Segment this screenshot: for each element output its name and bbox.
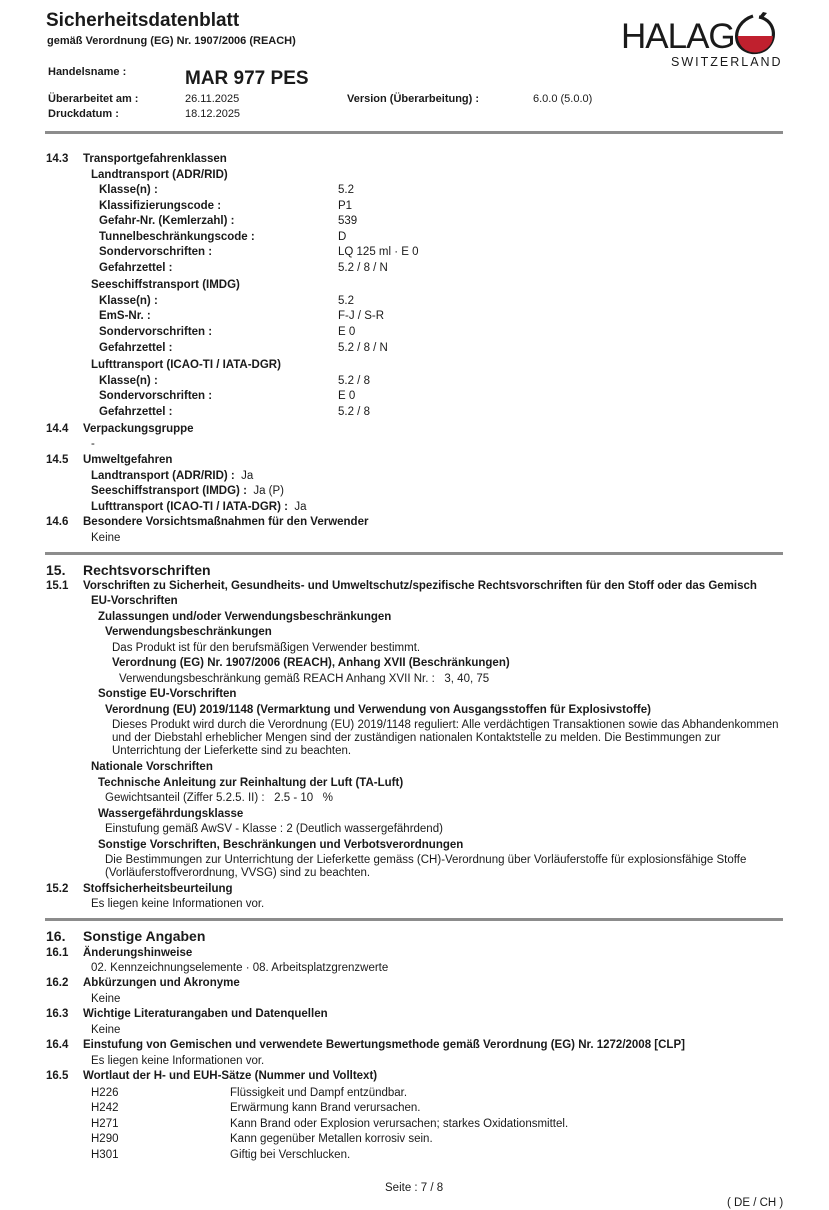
field-label: Klasse(n) : (99, 375, 158, 387)
header-divider (45, 131, 783, 134)
subsection-heading: Technische Anleitung zur Reinhaltung der Luft (TA-Luft) (98, 777, 404, 789)
language-code: ( DE / CH ) (727, 1197, 784, 1209)
section-heading: Besondere Vorsichtsmaßnahmen für den Verwender (83, 516, 369, 528)
field-label: Klasse(n) : (99, 184, 158, 196)
field-label: Verwendungsbeschränkung gemäß REACH Anhang XVII Nr. : (119, 673, 435, 685)
field-label: Seeschiffstransport (IMDG) : (91, 485, 247, 497)
field-value: 5.2 / 8 (338, 375, 370, 387)
field-label: EmS-Nr. : (99, 310, 151, 322)
subsection-heading: Verordnung (EU) 2019/1148 (Vermarktung und Verwendung von Ausgangsstoffen für Explosivstoffe) (105, 704, 651, 716)
reach-row (119, 673, 489, 685)
subsection-heading: EU-Vorschriften (91, 595, 178, 607)
field-value: Ja (241, 470, 254, 482)
logo-wordmark: HALAG (621, 17, 735, 56)
field-label: Sondervorschriften : (99, 326, 213, 338)
text-line: Einstufung gemäß AwSV - Klasse : 2 (Deutlich wassergefährdend) (105, 823, 443, 835)
subsection-heading: Zulassungen und/oder Verwendungsbeschränkungen (98, 611, 392, 623)
field-value: 5.2 / 8 (338, 406, 370, 418)
page-number: Seite : 7 / 8 (385, 1182, 444, 1194)
section-value: 02. Kennzeichnungselemente · 08. Arbeitsplatzgrenzwerte (91, 962, 389, 974)
h-text: Kann gegenüber Metallen korrosiv sein. (230, 1133, 433, 1145)
field-value: 539 (338, 215, 358, 227)
revised-date: 26.11.2025 (185, 93, 240, 105)
h-text: Erwärmung kann Brand verursachen. (230, 1102, 421, 1114)
taluft-row (105, 792, 333, 804)
field-value: 2.5 - 10 (274, 792, 314, 804)
section-value: - (91, 438, 95, 450)
version-value: 6.0.0 (5.0.0) (533, 93, 593, 105)
text-line: Das Produkt ist für den berufsmäßigen Verwender bestimmt. (112, 642, 421, 654)
h-text: Flüssigkeit und Dampf entzündbar. (230, 1087, 408, 1099)
subsection-heading: Nationale Vorschriften (91, 761, 213, 773)
section-heading: Abkürzungen und Akronyme (83, 977, 240, 989)
paragraph: Dieses Produkt wird durch die Verordnung (EU) 2019/1148 reguliert: Alle verdächtigen Transaktionen sowie das Abhandenkommen und der Diebstahl erheblicher Mengen sind der zuständigen nationalen Kontaktstelle zu melden. Die Bestimmungen zur Unterrichtung der Lieferkette sind zu beachten. (112, 719, 779, 757)
field-unit: % (322, 792, 333, 804)
subsection-heading: Sonstige EU-Vorschriften (98, 688, 237, 700)
section-value: Keine (91, 532, 121, 544)
field-label: Gefahrzettel : (99, 262, 173, 274)
field-value: 5.2 / 8 / N (338, 342, 388, 354)
subsection-heading: Seeschiffstransport (IMDG) (91, 279, 240, 291)
paragraph: Die Bestimmungen zur Unterrichtung der Lieferkette gemäss (CH)-Verordnung über Vorläuferstoffe für explosionsfähige Stoffe (Vorläuferstoffverordnung, VVSG) sind zu beachten. (105, 854, 747, 879)
field-value: Ja (P) (253, 485, 284, 497)
trade-name: MAR 977 PES (185, 68, 309, 89)
section-heading: Einstufung von Gemischen und verwendete Bewertungsmethode gemäß Verordnung (EG) Nr. 1272/2008 [CLP] (83, 1039, 685, 1051)
logo-flask-icon (729, 10, 779, 56)
h-text: Giftig bei Verschlucken. (230, 1149, 351, 1161)
logo-subtext: SWITZERLAND (671, 55, 783, 69)
field-label: Gewichtsanteil (Ziffer 5.2.5. II) : (105, 792, 265, 804)
chapter-title: Rechtsvorschriften (83, 562, 211, 578)
field-value: Ja (294, 501, 307, 513)
section-num: 16.1 (46, 947, 69, 959)
h-text: Kann Brand oder Explosion verursachen; starkes Oxidationsmittel. (230, 1118, 569, 1130)
section-num: 15.2 (46, 883, 69, 895)
section-value: Es liegen keine Informationen vor. (91, 1055, 265, 1067)
field-value: 3, 40, 75 (444, 673, 490, 685)
env-row (91, 485, 284, 497)
chapter-num: 15. (46, 562, 66, 578)
field-label: Klasse(n) : (99, 295, 158, 307)
revised-label: Überarbeitet am : (48, 93, 139, 105)
section-divider (45, 552, 783, 555)
section-num: 14.6 (46, 516, 69, 528)
field-value: LQ 125 ml · E 0 (338, 246, 419, 258)
field-label: Landtransport (ADR/RID) : (91, 470, 235, 482)
field-label: Gefahrzettel : (99, 342, 173, 354)
print-date: 18.12.2025 (185, 108, 241, 120)
field-label: Gefahr-Nr. (Kemlerzahl) : (99, 215, 235, 227)
field-value: E 0 (338, 326, 356, 338)
field-value: 5.2 (338, 184, 354, 196)
h-code: H301 (91, 1149, 119, 1161)
field-label: Gefahrzettel : (99, 406, 173, 418)
chapter-num: 16. (46, 928, 66, 944)
section-heading: Änderungshinweise (83, 947, 193, 959)
field-label: Tunnelbeschränkungscode : (99, 231, 255, 243)
section-num: 14.3 (46, 153, 69, 165)
section-divider (45, 918, 783, 921)
version-label: Version (Überarbeitung) : (347, 93, 480, 105)
h-code: H226 (91, 1087, 119, 1099)
field-label: Sondervorschriften : (99, 246, 213, 258)
field-label: Sondervorschriften : (99, 390, 213, 402)
section-heading: Umweltgefahren (83, 454, 173, 466)
subsection-heading: Wassergefährdungsklasse (98, 808, 244, 820)
section-value: Keine (91, 993, 121, 1005)
section-heading: Verpackungsgruppe (83, 423, 194, 435)
section-num: 15.1 (46, 580, 69, 592)
env-row (91, 470, 253, 482)
halag-logo (617, 8, 783, 74)
field-value: P1 (338, 200, 353, 212)
section-num: 16.2 (46, 977, 69, 989)
section-num: 16.5 (46, 1070, 69, 1082)
field-value: F-J / S-R (338, 310, 384, 322)
env-row (91, 501, 307, 513)
field-label: Klassifizierungscode : (99, 200, 222, 212)
h-code: H242 (91, 1102, 119, 1114)
section-value: Keine (91, 1024, 121, 1036)
document-title: Sicherheitsdatenblatt (46, 10, 240, 31)
document-subtitle: gemäß Verordnung (EG) Nr. 1907/2006 (REACH) (47, 35, 296, 47)
field-label: Lufttransport (ICAO-TI / IATA-DGR) : (91, 501, 288, 513)
subsection-heading: Lufttransport (ICAO-TI / IATA-DGR) (91, 359, 281, 371)
section-num: 14.5 (46, 454, 69, 466)
h-code: H271 (91, 1118, 119, 1130)
field-value: 5.2 / 8 / N (338, 262, 388, 274)
section-value: Es liegen keine Informationen vor. (91, 898, 265, 910)
h-code: H290 (91, 1133, 119, 1145)
section-heading: Vorschriften zu Sicherheit, Gesundheits- und Umweltschutz/spezifische Rechtsvorschriften für den Stoff oder das Gemisch (83, 580, 757, 592)
subsection-heading: Sonstige Vorschriften, Beschränkungen und Verbotsverordnungen (98, 839, 464, 851)
subsection-heading: Verordnung (EG) Nr. 1907/2006 (REACH), Anhang XVII (Beschränkungen) (112, 657, 510, 669)
field-value: 5.2 (338, 295, 354, 307)
section-heading: Wichtige Literaturangaben und Datenquellen (83, 1008, 328, 1020)
trade-name-label: Handelsname : (48, 66, 127, 78)
section-heading: Stoffsicherheitsbeurteilung (83, 883, 233, 895)
section-heading: Transportgefahrenklassen (83, 153, 227, 165)
section-num: 16.4 (46, 1039, 69, 1051)
subsection-heading: Landtransport (ADR/RID) (91, 169, 228, 181)
print-label: Druckdatum : (48, 108, 119, 120)
section-num: 16.3 (46, 1008, 69, 1020)
section-num: 14.4 (46, 423, 69, 435)
field-value: D (338, 231, 347, 243)
subsection-heading: Verwendungsbeschränkungen (105, 626, 272, 638)
chapter-title: Sonstige Angaben (83, 928, 206, 944)
field-value: E 0 (338, 390, 356, 402)
section-heading: Wortlaut der H- und EUH-Sätze (Nummer und Volltext) (83, 1070, 378, 1082)
